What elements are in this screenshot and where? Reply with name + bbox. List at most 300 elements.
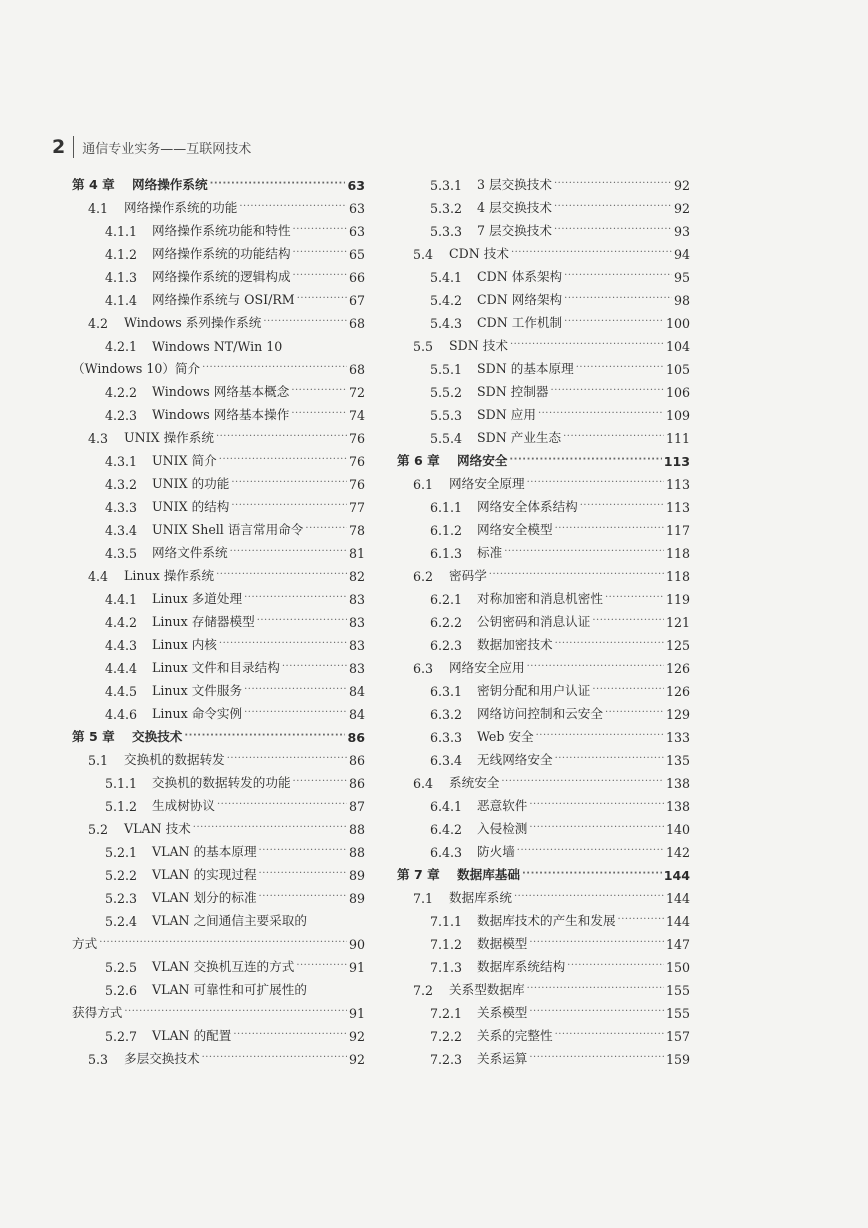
- toc-entry: [397, 883, 690, 906]
- toc-entry-page: 68: [348, 316, 365, 331]
- header-divider: [73, 136, 74, 158]
- toc-entry: [397, 699, 690, 722]
- toc-entry: [397, 768, 690, 791]
- toc-entry-title: 网络安全: [457, 453, 508, 468]
- toc-entry-page: 86: [348, 776, 365, 791]
- toc-entry-number: 7.2.2: [430, 1029, 463, 1044]
- toc-leader-dots: [555, 637, 664, 653]
- toc-leader-dots: [210, 177, 346, 193]
- toc-entry-number: 6.4: [413, 776, 434, 791]
- toc-entry-title: 4 层交换技术: [477, 200, 552, 215]
- toc-entry-number: 4.4.1: [105, 592, 138, 607]
- toc-entry-number: 4.4.2: [105, 615, 138, 630]
- toc-entry-page: 140: [665, 822, 690, 837]
- toc-entry-title: Linux 文件和目录结构: [152, 660, 280, 675]
- toc-leader-dots: [554, 223, 672, 239]
- toc-leader-dots: [504, 545, 664, 561]
- toc-entry: [397, 308, 690, 331]
- toc-entry-number: 5.3: [88, 1052, 109, 1067]
- toc-entry-page: 91: [348, 1006, 365, 1021]
- toc-entry-title: CDN 网络架构: [477, 292, 563, 307]
- toc-entry-page: 95: [673, 270, 690, 285]
- toc-entry: [72, 929, 365, 952]
- toc-entry-number: 6.3.4: [430, 753, 463, 768]
- toc-leader-dots: [293, 223, 347, 239]
- toc-entry-title: CDN 技术: [449, 246, 509, 261]
- toc-entry: [397, 814, 690, 837]
- toc-entry-page: 84: [348, 707, 365, 722]
- toc-entry-page: 63: [347, 178, 365, 193]
- toc-leader-dots: [297, 292, 347, 308]
- toc-entry: [72, 423, 365, 446]
- toc-leader-dots: [554, 177, 672, 193]
- toc-entry-title: 密码学: [449, 568, 487, 583]
- toc-entry-title: （Windows 10）简介: [72, 361, 201, 376]
- toc-entry-page: 92: [673, 201, 690, 216]
- toc-entry-page: 117: [665, 523, 690, 538]
- toc-entry-page: 144: [665, 914, 690, 929]
- toc-entry-number: 4.3.2: [105, 477, 138, 492]
- toc-entry: [397, 515, 690, 538]
- toc-entry-number: 6.3: [413, 661, 434, 676]
- toc-entry-title: VLAN 划分的标准: [152, 890, 257, 905]
- toc-entry-title: 公钥密码和消息认证: [477, 614, 591, 629]
- toc-entry: [72, 377, 365, 400]
- toc-leader-dots: [529, 821, 664, 837]
- toc-entry-title: 网络操作系统功能和特性: [152, 223, 291, 238]
- toc-entry-title: SDN 的基本原理: [477, 361, 574, 376]
- toc-entry-number: 4.2.3: [105, 408, 138, 423]
- toc-entry-page: 78: [348, 523, 365, 538]
- toc-leader-dots: [522, 867, 662, 883]
- toc-entry-title: 方式: [72, 936, 98, 951]
- toc-entry-number: 4.1.4: [105, 293, 138, 308]
- toc-entry: [397, 216, 690, 239]
- toc-entry-title: 关系运算: [477, 1051, 528, 1066]
- toc-entry-number: 第 6 章: [397, 453, 440, 468]
- toc-entry-title: 恶意软件: [477, 798, 528, 813]
- toc-entry: [397, 676, 690, 699]
- toc-entry-number: 6.4.3: [430, 845, 463, 860]
- toc-leader-dots: [555, 522, 664, 538]
- toc-leader-dots: [291, 407, 347, 423]
- toc-entry: [397, 837, 690, 860]
- toc-entry-title: 数据库系统: [449, 890, 512, 905]
- toc-entry-page: 77: [348, 500, 365, 515]
- toc-entry-number: 7.1.2: [430, 937, 463, 952]
- toc-column-right: [397, 170, 690, 1067]
- toc-entry: [397, 561, 690, 584]
- toc-entry: [397, 929, 690, 952]
- toc-entry-number: 4.4.6: [105, 707, 138, 722]
- toc-entry-page: 104: [665, 339, 690, 354]
- toc-entry-title: 网络安全原理: [449, 476, 525, 491]
- toc-leader-dots: [202, 1051, 347, 1067]
- toc-entry-number: 6.4.2: [430, 822, 463, 837]
- toc-entry-number: 5.3.2: [430, 201, 463, 216]
- toc-entry-number: 4.3.3: [105, 500, 138, 515]
- toc-entry-number: 5.5.2: [430, 385, 463, 400]
- toc-entry-page: 68: [348, 362, 365, 377]
- toc-leader-dots: [244, 683, 347, 699]
- toc-entry: [72, 745, 365, 768]
- toc-leader-dots: [293, 775, 347, 791]
- toc-entry: [72, 1044, 365, 1067]
- toc-leader-dots: [305, 522, 347, 538]
- toc-entry: [72, 1021, 365, 1044]
- toc-entry-page: 113: [665, 500, 690, 515]
- toc-entry-page: 83: [348, 661, 365, 676]
- toc-entry-page: 150: [665, 960, 690, 975]
- toc-entry: [72, 308, 365, 331]
- toc-leader-dots: [529, 798, 664, 814]
- toc-leader-dots: [282, 660, 347, 676]
- toc-entry-title: Linux 操作系统: [124, 568, 215, 583]
- toc-entry-number: 5.3.3: [430, 224, 463, 239]
- toc-entry-title: Windows 系列操作系统: [124, 315, 262, 330]
- toc-entry-title: 获得方式: [72, 1005, 123, 1020]
- toc-entry-page: 126: [665, 661, 690, 676]
- toc-entry-page: 83: [348, 638, 365, 653]
- toc-entry: [72, 354, 365, 377]
- toc-leader-dots: [527, 660, 664, 676]
- toc-entry-title: CDN 体系架构: [477, 269, 563, 284]
- toc-entry-title: SDN 技术: [449, 338, 508, 353]
- toc-entry-title: 生成树协议: [152, 798, 215, 813]
- toc-entry-page: 147: [665, 937, 690, 952]
- toc-entry-number: 6.2.3: [430, 638, 463, 653]
- toc-entry-page: 135: [665, 753, 690, 768]
- toc-entry-page: 106: [665, 385, 690, 400]
- toc-entry-title: 3 层交换技术: [477, 177, 552, 192]
- toc-leader-dots: [514, 890, 664, 906]
- toc-entry-number: 5.2: [88, 822, 109, 837]
- toc-leader-dots: [510, 338, 664, 354]
- toc-entry: [72, 906, 365, 929]
- toc-entry-title: VLAN 的实现过程: [152, 867, 257, 882]
- toc-entry-page: 98: [673, 293, 690, 308]
- toc-entry-title: CDN 工作机制: [477, 315, 563, 330]
- toc-entry-title: SDN 控制器: [477, 384, 549, 399]
- toc-entry: [72, 538, 365, 561]
- toc-leader-dots: [257, 614, 347, 630]
- toc-entry-number: 7.1.3: [430, 960, 463, 975]
- toc-entry: [397, 239, 690, 262]
- toc-entry: [397, 998, 690, 1021]
- toc-leader-dots: [124, 1005, 347, 1021]
- toc-entry-number: 4.2.2: [105, 385, 138, 400]
- toc-entry-page: 113: [663, 454, 690, 469]
- toc-entry-page: 67: [348, 293, 365, 308]
- toc-entry-number: 4.1.2: [105, 247, 138, 262]
- toc-entry-page: 76: [348, 431, 365, 446]
- toc-entry-number: 4.2: [88, 316, 109, 331]
- toc-entry-page: 88: [348, 822, 365, 837]
- toc-leader-dots: [564, 315, 664, 331]
- toc-leader-dots: [202, 361, 347, 377]
- toc-entry-title: 关系的完整性: [477, 1028, 553, 1043]
- toc-leader-dots: [538, 407, 664, 423]
- toc-entry: [397, 423, 690, 446]
- toc-entry-number: 5.5.3: [430, 408, 463, 423]
- toc-entry-number: 5.2.7: [105, 1029, 138, 1044]
- toc-entry: [72, 837, 365, 860]
- toc-entry-title: Windows NT/Win 10: [152, 339, 283, 354]
- toc-leader-dots: [296, 959, 347, 975]
- toc-entry-number: 5.2.3: [105, 891, 138, 906]
- toc-entry: [72, 515, 365, 538]
- toc-entry-page: 121: [665, 615, 690, 630]
- toc-leader-dots: [231, 476, 347, 492]
- toc-leader-dots: [231, 499, 347, 515]
- toc-leader-dots: [517, 844, 664, 860]
- toc-leader-dots: [184, 729, 345, 745]
- toc-entry-number: 6.1.2: [430, 523, 463, 538]
- toc-leader-dots: [219, 453, 347, 469]
- toc-leader-dots: [527, 982, 664, 998]
- toc-entry-page: 91: [348, 960, 365, 975]
- toc-leader-dots: [555, 1028, 664, 1044]
- toc-leader-dots: [219, 637, 347, 653]
- toc-entry-number: 第 5 章: [72, 729, 115, 744]
- toc-entry-title: VLAN 的基本原理: [152, 844, 257, 859]
- toc-entry-page: 113: [665, 477, 690, 492]
- toc-entry-page: 111: [665, 431, 690, 446]
- toc-entry: [397, 354, 690, 377]
- toc-entry-page: 83: [348, 615, 365, 630]
- toc-entry-number: 4.4.3: [105, 638, 138, 653]
- toc-leader-dots: [216, 568, 347, 584]
- toc-entry-number: 6.1: [413, 477, 434, 492]
- toc-leader-dots: [527, 476, 664, 492]
- toc-entry-page: 74: [348, 408, 365, 423]
- toc-leader-dots: [259, 844, 347, 860]
- toc-entry: [72, 561, 365, 584]
- toc-entry-page: 100: [665, 316, 690, 331]
- toc-entry-number: 5.4: [413, 247, 434, 262]
- toc-entry-page: 92: [348, 1052, 365, 1067]
- toc-entry-title: 网络操作系统: [132, 177, 208, 192]
- toc-leader-dots: [536, 729, 664, 745]
- toc-entry-number: 6.1.3: [430, 546, 463, 561]
- toc-entry-title: Linux 内核: [152, 637, 217, 652]
- toc-entry-number: 6.3.2: [430, 707, 463, 722]
- toc-entry-title: 数据加密技术: [477, 637, 553, 652]
- toc-leader-dots: [564, 269, 672, 285]
- toc-entry-title: 系统安全: [449, 775, 500, 790]
- toc-entry-page: 118: [665, 546, 690, 561]
- toc-leader-dots: [293, 246, 347, 262]
- toc-entry-title: Linux 多道处理: [152, 591, 243, 606]
- toc-entry: [72, 975, 365, 998]
- toc-entry-title: Windows 网络基本操作: [152, 407, 290, 422]
- toc-entry: [397, 791, 690, 814]
- toc-entry-title: UNIX 操作系统: [124, 430, 214, 445]
- toc-entry-page: 87: [348, 799, 365, 814]
- toc-entry-title: 网络访问控制和云安全: [477, 706, 603, 721]
- toc-leader-dots: [567, 959, 664, 975]
- toc-leader-dots: [580, 499, 664, 515]
- toc-entry-number: 5.5: [413, 339, 434, 354]
- toc-entry-page: 92: [348, 1029, 365, 1044]
- toc-entry: [72, 446, 365, 469]
- toc-entry-number: 5.3.1: [430, 178, 463, 193]
- toc-leader-dots: [554, 200, 672, 216]
- toc-entry-title: VLAN 技术: [124, 821, 191, 836]
- toc-leader-dots: [99, 936, 347, 952]
- page-number: 2: [52, 136, 66, 158]
- toc-entry-number: 6.2: [413, 569, 434, 584]
- toc-leader-dots: [293, 269, 347, 285]
- toc-entry-title: 入侵检测: [477, 821, 528, 836]
- toc-leader-dots: [217, 798, 347, 814]
- toc-entry-page: 88: [348, 845, 365, 860]
- toc-column-left: [72, 170, 365, 1067]
- toc-entry-number: 4.3: [88, 431, 109, 446]
- toc-entry-number: 5.1.2: [105, 799, 138, 814]
- toc-leader-dots: [193, 821, 347, 837]
- toc-entry: [72, 722, 365, 745]
- toc-entry-number: 4.1: [88, 201, 109, 216]
- toc-entry: [72, 653, 365, 676]
- toc-entry-number: 第 4 章: [72, 177, 115, 192]
- toc-entry-title: 7 层交换技术: [477, 223, 552, 238]
- toc-entry-page: 118: [665, 569, 690, 584]
- toc-entry: [72, 262, 365, 285]
- toc-entry-number: 5.1.1: [105, 776, 138, 791]
- toc-entry-page: 89: [348, 891, 365, 906]
- toc-entry-number: 5.5.4: [430, 431, 463, 446]
- toc-entry-number: 5.2.6: [105, 983, 138, 998]
- toc-entry-title: 关系模型: [477, 1005, 528, 1020]
- toc-leader-dots: [227, 752, 347, 768]
- toc-entry-page: 126: [665, 684, 690, 699]
- toc-entry-page: 86: [347, 730, 365, 745]
- toc-entry-number: 5.2.5: [105, 960, 138, 975]
- toc-entry-page: 142: [665, 845, 690, 860]
- toc-entry-title: 网络文件系统: [152, 545, 228, 560]
- toc-entry-number: 5.4.1: [430, 270, 463, 285]
- toc-entry-number: 6.1.1: [430, 500, 463, 515]
- toc-leader-dots: [244, 706, 347, 722]
- toc-entry: [397, 860, 690, 883]
- toc-entry-number: 5.1: [88, 753, 109, 768]
- toc-entry-title: 网络安全模型: [477, 522, 553, 537]
- toc-entry: [397, 469, 690, 492]
- toc-leader-dots: [618, 913, 664, 929]
- toc-entry-title: VLAN 交换机互连的方式: [152, 959, 295, 974]
- toc-entry-title: VLAN 可靠性和可扩展性的: [152, 982, 307, 997]
- toc-entry-title: 网络操作系统的逻辑构成: [152, 269, 291, 284]
- toc-entry-title: 交换机的数据转发的功能: [152, 775, 291, 790]
- toc-entry: [397, 400, 690, 423]
- toc-leader-dots: [263, 315, 347, 331]
- toc-entry-page: 105: [665, 362, 690, 377]
- toc-entry-title: 标准: [477, 545, 503, 560]
- toc-entry-title: Windows 网络基本概念: [152, 384, 290, 399]
- toc-entry: [397, 446, 690, 469]
- toc-entry: [72, 860, 365, 883]
- toc-entry: [72, 216, 365, 239]
- toc-entry-number: 4.1.3: [105, 270, 138, 285]
- toc-entry-title: UNIX 的结构: [152, 499, 230, 514]
- toc-entry-page: 129: [665, 707, 690, 722]
- toc-entry-page: 155: [665, 983, 690, 998]
- toc-entry-page: 81: [348, 546, 365, 561]
- book-title: 通信专业实务——互联网技术: [82, 141, 252, 157]
- toc-entry-number: 4.3.1: [105, 454, 138, 469]
- toc-entry-number: 5.2.4: [105, 914, 138, 929]
- toc-leader-dots: [529, 936, 664, 952]
- toc-entry-number: 7.1: [413, 891, 434, 906]
- toc-entry-page: 144: [663, 868, 690, 883]
- toc-entry-title: 网络安全体系结构: [477, 499, 578, 514]
- toc-entry-number: 5.5.1: [430, 362, 463, 377]
- toc-entry-title: 数据库基础: [457, 867, 520, 882]
- toc-entry-page: 63: [348, 224, 365, 239]
- toc-entry-title: Linux 命令实例: [152, 706, 243, 721]
- toc-entry: [397, 607, 690, 630]
- toc-entry-title: SDN 应用: [477, 407, 536, 422]
- toc-entry-title: 无线网络安全: [477, 752, 553, 767]
- toc-entry: [397, 906, 690, 929]
- running-header: [52, 136, 251, 158]
- toc-entry-number: 6.4.1: [430, 799, 463, 814]
- toc-entry: [72, 239, 365, 262]
- toc-entry-title: UNIX Shell 语言常用命令: [152, 522, 304, 537]
- toc-entry: [397, 653, 690, 676]
- toc-entry-page: 66: [348, 270, 365, 285]
- toc-entry-page: 63: [348, 201, 365, 216]
- toc-entry: [397, 285, 690, 308]
- toc-entry-title: 对称加密和消息机密性: [477, 591, 603, 606]
- toc-entry-page: 159: [665, 1052, 690, 1067]
- toc-entry-title: 数据模型: [477, 936, 528, 951]
- toc-leader-dots: [564, 292, 672, 308]
- toc-entry: [397, 975, 690, 998]
- toc-entry: [72, 630, 365, 653]
- toc-entry: [397, 722, 690, 745]
- toc-entry: [72, 193, 365, 216]
- toc-entry-title: 网络操作系统的功能结构: [152, 246, 291, 261]
- toc-entry-page: 90: [348, 937, 365, 952]
- toc-entry-number: 4.3.5: [105, 546, 138, 561]
- toc-entry-number: 4.3.4: [105, 523, 138, 538]
- toc-entry: [397, 952, 690, 975]
- toc-entry-title: SDN 产业生态: [477, 430, 562, 445]
- toc-entry-title: 网络操作系统与 OSI/RM: [152, 292, 295, 307]
- toc-leader-dots: [239, 200, 347, 216]
- toc-leader-dots: [592, 683, 664, 699]
- toc-entry-number: 5.4.3: [430, 316, 463, 331]
- toc-entry-page: 76: [348, 454, 365, 469]
- toc-entry-number: 4.4: [88, 569, 109, 584]
- toc-leader-dots: [259, 867, 347, 883]
- toc-leader-dots: [605, 706, 664, 722]
- toc-entry-number: 5.2.2: [105, 868, 138, 883]
- toc-leader-dots: [230, 545, 347, 561]
- toc-entry-title: 关系型数据库: [449, 982, 525, 997]
- toc-leader-dots: [216, 430, 347, 446]
- toc-entry: [397, 170, 690, 193]
- toc-entry: [72, 170, 365, 193]
- toc-entry-number: 5.4.2: [430, 293, 463, 308]
- toc-entry-title: 网络操作系统的功能: [124, 200, 238, 215]
- toc-entry: [72, 998, 365, 1021]
- toc-leader-dots: [501, 775, 664, 791]
- toc-entry-number: 5.2.1: [105, 845, 138, 860]
- toc-entry-title: Web 安全: [477, 729, 534, 744]
